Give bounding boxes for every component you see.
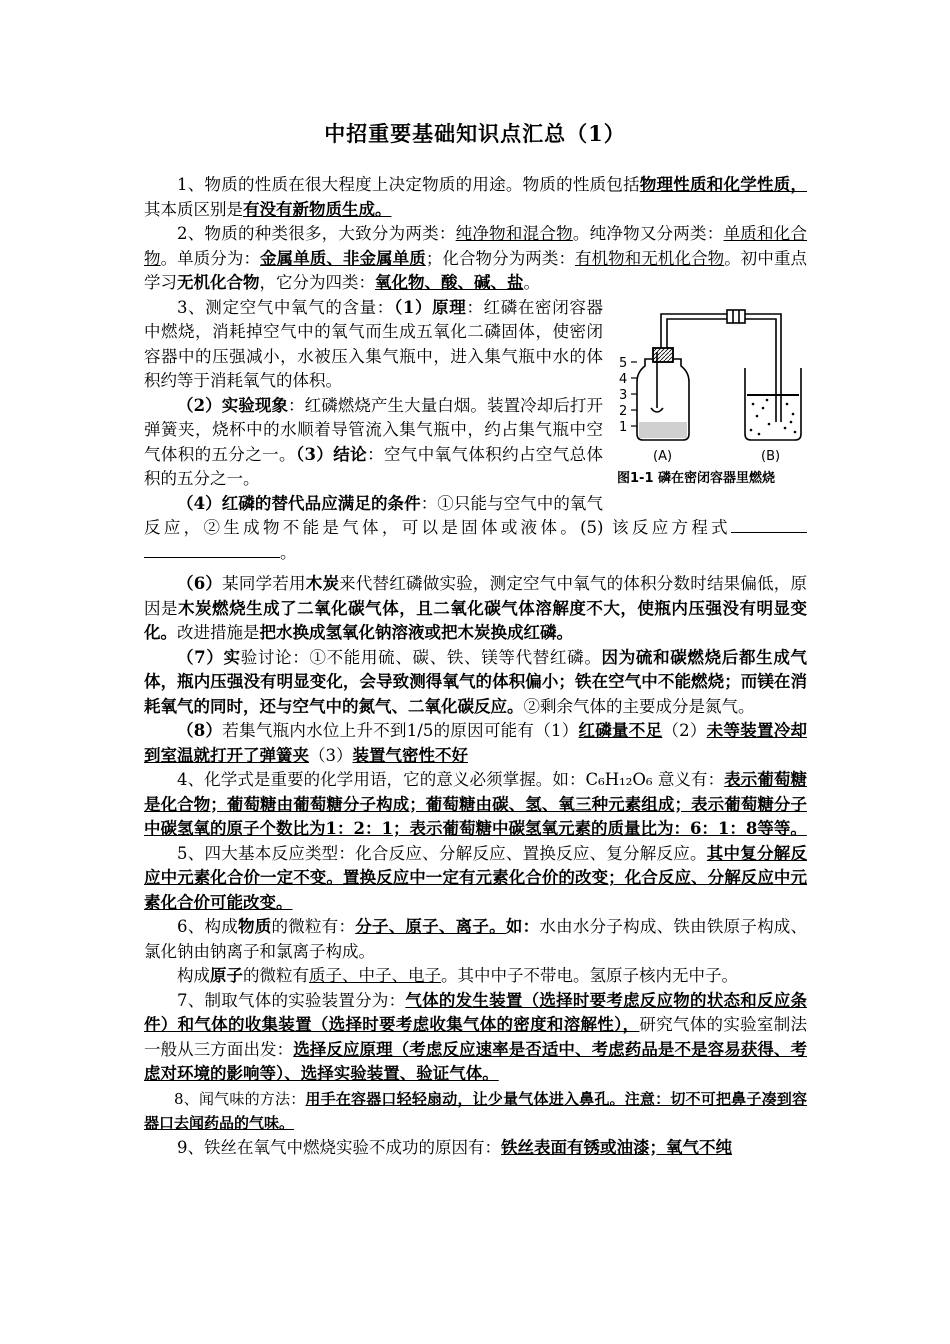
paragraph-11 xyxy=(144,915,807,964)
text: 1、物质的性质在很大程度上决定物质的用途。物质的性质包括 xyxy=(177,175,640,194)
emphasis: 金属单质、非金属单质 xyxy=(260,248,426,268)
figure-label-b: (B) xyxy=(761,448,781,464)
text: 研究气体的实验室制法一般从三方面出发： xyxy=(144,1015,808,1059)
scale-label: 4 xyxy=(619,371,628,387)
bold: （2）实验现象 xyxy=(177,395,289,415)
bold: 无机化合物 xyxy=(177,273,260,292)
emphasis: 其中复分解反应中元素化合价一定不变。置换反应中一定有元素化合价的改变；化合反应、分解反应中元素化合价可能改变。 xyxy=(144,843,808,912)
paragraph-13 xyxy=(144,989,807,1087)
text: 某同学若用 xyxy=(222,574,306,593)
answer-blank xyxy=(144,541,280,558)
scale-label: 3 xyxy=(619,387,628,403)
text: ②剩余气体的主要成分是氮气。 xyxy=(523,696,755,716)
bold: （4）红磷的替代品应满足的条件 xyxy=(177,493,421,513)
text: 5、四大基本反应类型：化合反应、分解反应、置换反应、复分解反应。 xyxy=(177,843,707,863)
underline: 质子、中子、电子 xyxy=(309,966,441,985)
text: ；化合物分为两类： xyxy=(425,248,576,268)
paragraph-1 xyxy=(144,173,807,222)
text: 8、闻气味的方法： xyxy=(174,1089,306,1108)
text: 。 xyxy=(523,273,540,292)
text: 验讨论：①不能用硫、碳、铁、镁等代替红磷。 xyxy=(240,647,602,667)
scale-label: 1 xyxy=(619,419,628,435)
bold: （7）实 xyxy=(177,647,241,667)
text: 6、构成 xyxy=(177,917,238,936)
phosphorus-combustion-apparatus-illustration xyxy=(617,304,807,489)
text: 4、化学式是重要的化学用语，它的意义必须掌握。如：C₆H₁₂O₆ 意义有： xyxy=(177,770,725,789)
bold: （6） xyxy=(177,574,223,593)
paragraph-6 xyxy=(144,572,807,646)
bold: 木炭燃烧生成了二氧化碳气体，且二氧化碳气体溶解度不大，使瓶内压强没有明显变化。 xyxy=(144,598,808,642)
text: 。单质分为： xyxy=(160,248,261,268)
scale-label: 2 xyxy=(619,403,628,419)
underline: 单质和化合物 xyxy=(144,224,808,268)
paragraph-14 xyxy=(144,1087,807,1136)
text: 3、测定空气中氧气的含量： xyxy=(177,297,394,317)
figure-label-a: (A) xyxy=(653,448,673,464)
emphasis: 。 xyxy=(279,1114,295,1132)
text: 的微粒有 xyxy=(243,966,309,985)
text: 。初中重点学习 xyxy=(144,248,808,292)
bold: （1）原理 xyxy=(393,297,467,317)
text: ：红磷燃烧产生大量白烟。装置冷却后打开弹簧夹，烧杯中的水顺着导管流入集气瓶中，约占集气瓶中空气体积的五分之一。 xyxy=(144,395,603,464)
paragraph-10 xyxy=(144,842,807,916)
document-body xyxy=(144,173,807,1160)
emphasis: 表示葡萄糖是化合物；葡萄糖由葡萄糖分子构成；葡萄糖由碳、氢、氧三种元素组成；表示葡萄糖分子中碳氢氧的原子个数比为1：2：1；表示葡萄糖中碳氢氧元素的质量比为：6：1：8等等。 xyxy=(144,770,807,838)
paragraph-2 xyxy=(144,222,807,296)
bold: 如： xyxy=(505,917,540,936)
text: 2、物质的种类很多，大致分为两类： xyxy=(177,224,456,243)
bold: （3）结论 xyxy=(295,444,368,464)
text: 水由水分子构成、铁由铁原子构成、氯化钠由钠离子和氯离子构成。 xyxy=(144,917,808,961)
underline: 纯净物和混合物 xyxy=(455,224,573,243)
text: 9、铁丝在氧气中燃烧实验不成功的原因有： xyxy=(177,1137,501,1157)
apparatus-figure xyxy=(617,304,807,489)
emphasis: 有没有新物质生成。 xyxy=(243,199,392,219)
emphasis: 装置气密性不好 xyxy=(352,745,468,765)
text: 的微粒有： xyxy=(271,917,356,936)
underline: 有机物和无机化合物 xyxy=(575,248,725,268)
emphasis: 气体的发生装置（选择时要考虑反应物的状态和反应条件）和气体的收集装置（选择时要考虑收集气体的密度和溶解性）， xyxy=(144,990,808,1034)
text: ：空气中氧气体积约占空气总体积的五分之一。 xyxy=(144,444,604,488)
figure-caption: 图1-1 磷在密闭容器里燃烧 xyxy=(617,470,776,486)
paragraph-7 xyxy=(144,646,807,720)
bold: （8） xyxy=(177,721,223,740)
paragraph-9 xyxy=(144,768,807,842)
bold: 木炭 xyxy=(305,574,340,593)
emphasis: 红磷量不足 xyxy=(578,721,663,740)
bold: 物质 xyxy=(237,917,272,936)
emphasis: 氧化物、酸、碱、盐 xyxy=(375,273,524,292)
emphasis: 物理性质和化学性质， xyxy=(639,175,808,194)
paragraph-12 xyxy=(144,964,807,989)
text: 改进措施是 xyxy=(177,623,260,642)
text: （2） xyxy=(662,721,707,740)
scale-label: 5 xyxy=(619,355,628,371)
text: ，它分为四类： xyxy=(259,273,375,292)
emphasis: 用手在容器口轻轻扇动，让少量气体进入鼻孔。注意：切不可把鼻子凑到容器口去闻药品的气味 xyxy=(144,1089,807,1132)
text: 若集气瓶内水位上升不到1/5的原因可能有（1） xyxy=(222,721,579,740)
paragraph-5 xyxy=(144,492,807,566)
text: （3） xyxy=(309,745,353,765)
emphasis: 未等装置冷却到室温就打开了弹簧夹 xyxy=(144,721,808,765)
text: 。纯净物又分两类： xyxy=(572,224,724,243)
text: 来代替红磷做实验，测定空气中氧气的体积分数时结果偏低，原因是 xyxy=(144,574,808,618)
answer-blank xyxy=(731,516,807,533)
paragraph-8 xyxy=(144,719,807,768)
bold: 把水换成氢氧化钠溶液或把木炭换成红磷。 xyxy=(259,623,573,642)
bold: 因为硫和碳燃烧后都生成气体，瓶内压强没有明显变化，会导致测得氧气的体积偏小；铁在空气中不能燃烧；而镁在消耗氧气的同时，还与空气中的氮气、二氧化碳反应。 xyxy=(144,647,808,716)
text: 构成 xyxy=(177,966,210,985)
text: ：红磷在密闭容器中燃烧，消耗掉空气中的氧气而生成五氧化二磷固体，使密闭容器中的压强减小，水被压入集气瓶中，进入集气瓶中水的体积约等于消耗氧气的体积。 xyxy=(144,297,604,390)
emphasis: 分子、原子、离子。 xyxy=(355,917,506,936)
text: 。其中中子不带电。氢原子核内无中子。 xyxy=(441,966,738,985)
bold: 原子 xyxy=(210,966,243,985)
emphasis: 选择反应原理（考虑反应速率是否适中、考虑药品是不是容易获得、考虑对环境的影响等）、选择实验装置、验证气体。 xyxy=(144,1039,808,1083)
paragraph-15 xyxy=(144,1136,807,1161)
page-title: 中招重要基础知识点汇总（1） xyxy=(324,121,626,146)
text: 其本质区别是 xyxy=(144,199,243,219)
emphasis: 铁丝表面有锈或油漆；氧气不纯 xyxy=(501,1137,732,1157)
text: ：①只能与空气中的氧气反应，②生成物不能是气体，可以是固体或液体。(5) 该反应方程式 xyxy=(144,493,731,537)
text: 。 xyxy=(280,542,297,562)
text: 7、制取气体的实验装置分为： xyxy=(177,990,406,1010)
